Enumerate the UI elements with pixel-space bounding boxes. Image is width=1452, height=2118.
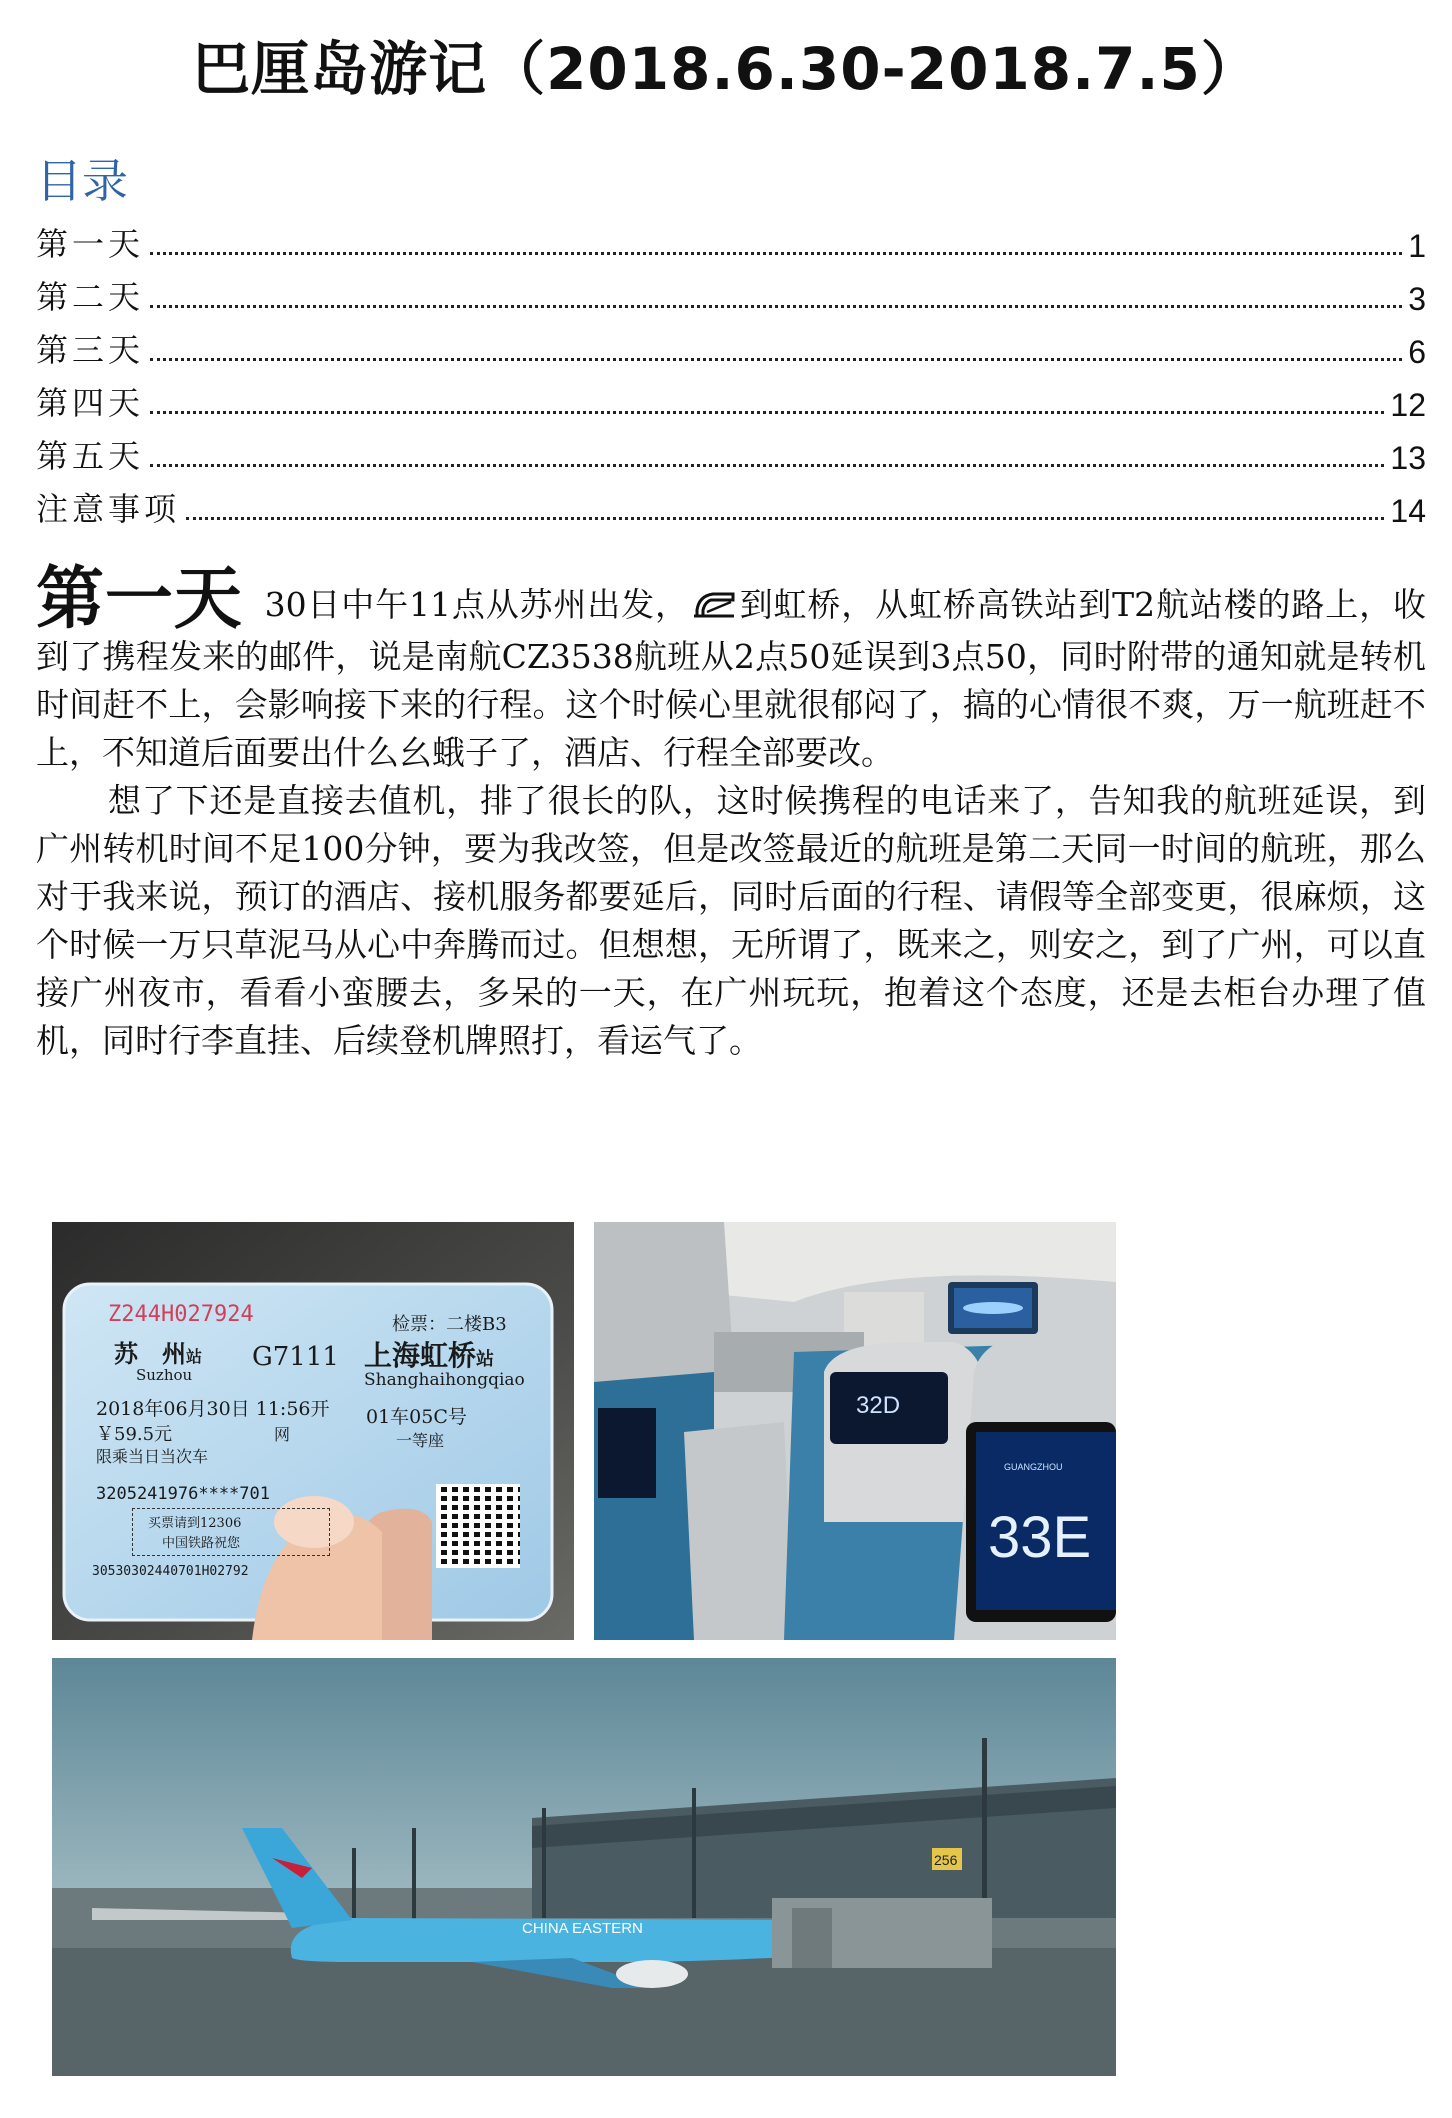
ticket-web-mark: 网 [274,1425,291,1444]
toc-entry[interactable] [36,371,1426,424]
seat-screen-big: 33E [988,1505,1092,1570]
day1-heading: 第一天 [36,559,243,639]
day1-paragraph-1 [36,559,1426,777]
ticket-note: 限乘当日当次车 [96,1447,209,1466]
toc-entry[interactable] [36,212,1426,265]
day1-paragraph-1-rest: 到虹桥，从虹桥高铁站到T2航站楼的路上，收到了携程发来的邮件，说是南航CZ3538航班从2点50延误到3点50，同时附带的通知就是转机时间赶不上，会影响接下来的行程。这个时候心里就很郁闷了，搞的心情很不爽，万一航班赶不上，不知道后面要出什么幺蛾子了，酒店、行程全部要改。 [36,585,1426,772]
ticket-to-suffix: 站 [476,1349,495,1370]
toc-leader-dots [150,305,1402,308]
day1-section [36,559,1426,1065]
toc-leader-dots [150,252,1402,255]
airport-plane-photo [52,1658,1116,2076]
seat-screen-small: 32D [856,1392,901,1419]
ticket-class: 一等座 [396,1431,445,1450]
seat-screen-city: GUANGZHOU [1004,1462,1063,1472]
ticket-check-gate: 检票：二楼B3 [392,1314,507,1335]
ticket-qr-code [436,1484,520,1568]
toc-leader-dots [150,464,1384,467]
ticket-to-station: 上海虹桥 [364,1339,477,1372]
gate-number-sign: 256 [934,1852,958,1868]
ticket-seat: 01车05C号 [366,1406,467,1428]
toc-entry-page: 14 [1390,493,1426,529]
ticket-date: 2018年06月30日 11:56开 [96,1398,330,1420]
toc-entry-page: 3 [1408,281,1426,317]
day1-paragraph-2: 想了下还是直接去值机，排了很长的队，这时候携程的电话来了，告知我的航班延误，到广州转机时间不足100分钟，要为我改签，但是改签最近的航班是第二天同一时间的航班，那么对于我来说，预订的酒店、接机服务都要延后，同时后面的行程、请假等全部变更，很麻烦，这个时候一万只草泥马从心中奔腾而过。但想想，无所谓了，既来之，则安之，到了广州，可以直接广州夜市，看看小蛮腰去，多呆的一天，在广州玩玩，抱着这个态度，还是去柜台办理了值机，同时行李直挂、后续登机牌照打，看运气了。 [36,781,1426,1060]
toc-entry-label: 第一天 [36,225,145,263]
day1-paragraph-1-start: 30日中午11点从苏州出发， [264,585,689,624]
toc-entry-page: 1 [1408,228,1426,264]
toc-leader-dots [186,517,1384,520]
toc-heading: 目录 [36,154,128,208]
ticket-railway-note: 中国铁路祝您 [162,1536,241,1551]
toc-entry-page: 6 [1408,334,1426,370]
toc-entry-label: 注意事项 [36,490,181,528]
toc-leader-dots [150,411,1384,414]
ticket-number: Z244H027924 [108,1302,254,1327]
toc-entry[interactable] [36,424,1426,477]
toc-entry-label: 第五天 [36,437,145,475]
toc-entry-page: 12 [1390,387,1426,423]
toc-entry[interactable] [36,477,1426,530]
ticket-price: ￥59.5元 [96,1424,173,1445]
ticket-from-station: 苏 州 [114,1339,186,1368]
toc-entry-label: 第二天 [36,278,145,316]
plane-airline-livery: CHINA EASTERN [522,1920,643,1937]
table-of-contents [36,212,1426,530]
toc-entry[interactable] [36,265,1426,318]
ticket-serial: 30530302440701H02792 [92,1564,249,1579]
toc-entry-label: 第三天 [36,331,145,369]
ticket-train-number: G7111 [252,1342,339,1372]
toc-entry-label: 第四天 [36,384,145,422]
ticket-from-suffix: 站 [186,1347,203,1366]
car-icon [691,585,737,633]
document-title: 巴厘岛游记（2018.6.30-2018.7.5） [192,35,1260,103]
ticket-to-pinyin: Shanghaihongqiao [364,1370,525,1390]
ticket-buy-note: 买票请到12306 [148,1516,242,1531]
toc-entry[interactable] [36,318,1426,371]
cabin-photo [594,1222,1116,1640]
ticket-id: 3205241976****701 [96,1484,270,1504]
ticket-from-pinyin: Suzhou [136,1366,193,1384]
toc-entry-page: 13 [1390,440,1426,476]
train-ticket-photo [52,1222,574,1640]
toc-leader-dots [150,358,1402,361]
